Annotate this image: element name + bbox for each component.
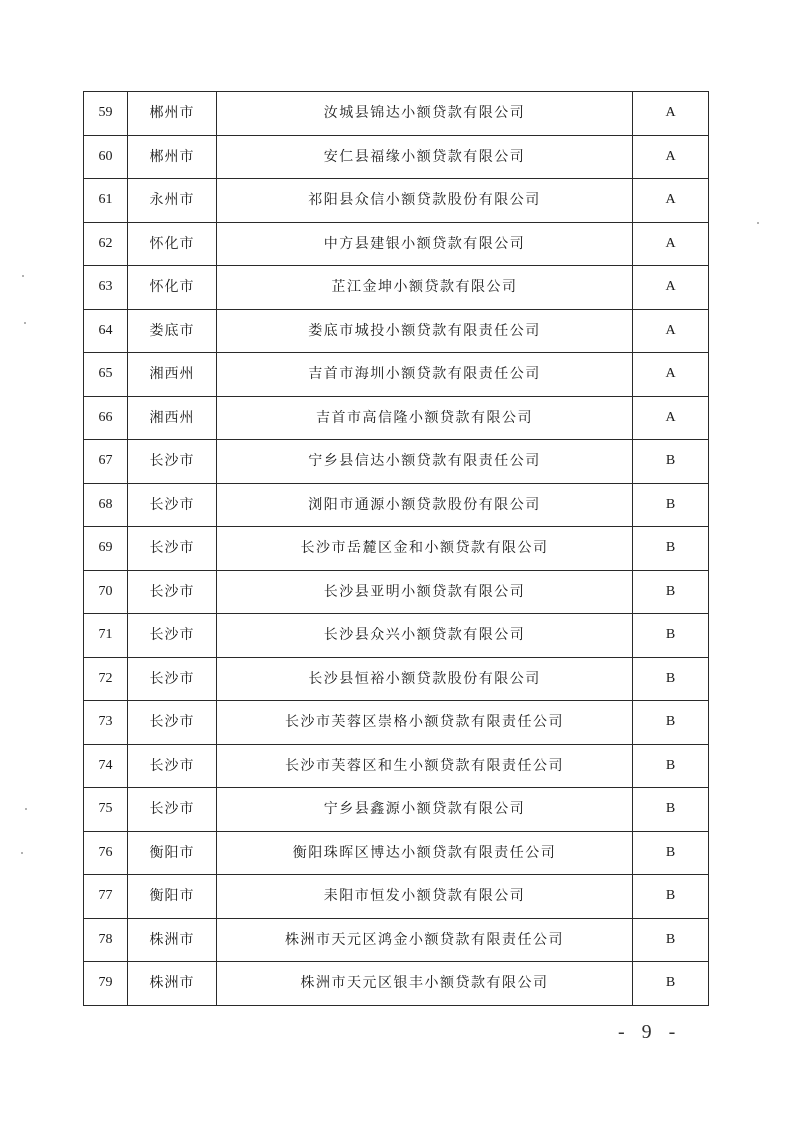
rating-cell: B	[633, 701, 709, 745]
city-cell: 长沙市	[128, 657, 217, 701]
company-name-cell: 吉首市高信隆小额贷款有限公司	[217, 396, 633, 440]
company-name-cell: 吉首市海圳小额贷款有限责任公司	[217, 353, 633, 397]
table-row	[84, 788, 709, 832]
company-name-cell: 祁阳县众信小额贷款股份有限公司	[217, 179, 633, 223]
page-number: - 9 -	[618, 1021, 682, 1043]
company-name-cell: 芷江金坤小额贷款有限公司	[217, 266, 633, 310]
row-number-cell: 64	[84, 309, 128, 353]
rating-cell: B	[633, 962, 709, 1006]
scan-speck	[24, 322, 26, 324]
row-number-cell: 78	[84, 918, 128, 962]
table-row	[84, 831, 709, 875]
rating-cell: B	[633, 570, 709, 614]
row-number-cell: 62	[84, 222, 128, 266]
row-number-cell: 59	[84, 92, 128, 136]
city-cell: 郴州市	[128, 135, 217, 179]
rating-cell: B	[633, 657, 709, 701]
company-name-cell: 株洲市天元区银丰小额贷款有限公司	[217, 962, 633, 1006]
row-number-cell: 79	[84, 962, 128, 1006]
table-row	[84, 962, 709, 1006]
row-number-cell: 60	[84, 135, 128, 179]
rating-cell: B	[633, 744, 709, 788]
city-cell: 株洲市	[128, 962, 217, 1006]
table-row	[84, 657, 709, 701]
table-row	[84, 875, 709, 919]
city-cell: 衡阳市	[128, 875, 217, 919]
table-row	[84, 179, 709, 223]
city-cell: 长沙市	[128, 788, 217, 832]
scan-speck	[22, 275, 24, 277]
table-row	[84, 483, 709, 527]
city-cell: 怀化市	[128, 266, 217, 310]
table-body	[84, 92, 709, 1006]
company-name-cell: 衡阳珠晖区博达小额贷款有限责任公司	[217, 831, 633, 875]
table-row	[84, 614, 709, 658]
city-cell: 永州市	[128, 179, 217, 223]
row-number-cell: 65	[84, 353, 128, 397]
table-row	[84, 309, 709, 353]
city-cell: 长沙市	[128, 483, 217, 527]
table-row	[84, 396, 709, 440]
scan-speck	[25, 808, 27, 810]
row-number-cell: 71	[84, 614, 128, 658]
company-rating-table	[83, 91, 709, 1006]
table-row	[84, 744, 709, 788]
table-row	[84, 266, 709, 310]
company-name-cell: 安仁县福缘小额贷款有限公司	[217, 135, 633, 179]
rating-cell: A	[633, 222, 709, 266]
company-name-cell: 长沙县恒裕小额贷款股份有限公司	[217, 657, 633, 701]
company-name-cell: 长沙市岳麓区金和小额贷款有限公司	[217, 527, 633, 571]
rating-cell: B	[633, 831, 709, 875]
city-cell: 长沙市	[128, 744, 217, 788]
table-row	[84, 918, 709, 962]
company-name-cell: 宁乡县信达小额贷款有限责任公司	[217, 440, 633, 484]
company-name-cell: 长沙县亚明小额贷款有限公司	[217, 570, 633, 614]
city-cell: 长沙市	[128, 527, 217, 571]
rating-cell: B	[633, 483, 709, 527]
row-number-cell: 61	[84, 179, 128, 223]
table-row	[84, 92, 709, 136]
rating-cell: B	[633, 788, 709, 832]
company-name-cell: 株洲市天元区鸿金小额贷款有限责任公司	[217, 918, 633, 962]
company-name-cell: 浏阳市通源小额贷款股份有限公司	[217, 483, 633, 527]
row-number-cell: 72	[84, 657, 128, 701]
row-number-cell: 67	[84, 440, 128, 484]
company-name-cell: 长沙县众兴小额贷款有限公司	[217, 614, 633, 658]
row-number-cell: 68	[84, 483, 128, 527]
rating-cell: A	[633, 266, 709, 310]
row-number-cell: 76	[84, 831, 128, 875]
city-cell: 娄底市	[128, 309, 217, 353]
city-cell: 湘西州	[128, 396, 217, 440]
rating-cell: B	[633, 527, 709, 571]
row-number-cell: 75	[84, 788, 128, 832]
table-row	[84, 440, 709, 484]
table-row	[84, 527, 709, 571]
rating-cell: B	[633, 918, 709, 962]
table-row	[84, 353, 709, 397]
scan-speck	[757, 222, 759, 224]
rating-cell: A	[633, 396, 709, 440]
row-number-cell: 63	[84, 266, 128, 310]
city-cell: 湘西州	[128, 353, 217, 397]
city-cell: 长沙市	[128, 701, 217, 745]
city-cell: 株洲市	[128, 918, 217, 962]
company-name-cell: 长沙市芙蓉区崇格小额贷款有限责任公司	[217, 701, 633, 745]
table-row	[84, 570, 709, 614]
scan-speck	[21, 852, 23, 854]
company-name-cell: 耒阳市恒发小额贷款有限公司	[217, 875, 633, 919]
rating-cell: B	[633, 614, 709, 658]
table-row	[84, 222, 709, 266]
row-number-cell: 77	[84, 875, 128, 919]
company-name-cell: 汝城县锦达小额贷款有限公司	[217, 92, 633, 136]
row-number-cell: 73	[84, 701, 128, 745]
city-cell: 郴州市	[128, 92, 217, 136]
rating-cell: A	[633, 135, 709, 179]
city-cell: 长沙市	[128, 440, 217, 484]
city-cell: 长沙市	[128, 614, 217, 658]
company-name-cell: 宁乡县鑫源小额贷款有限公司	[217, 788, 633, 832]
row-number-cell: 66	[84, 396, 128, 440]
table-row	[84, 701, 709, 745]
rating-cell: A	[633, 309, 709, 353]
city-cell: 衡阳市	[128, 831, 217, 875]
rating-cell: A	[633, 353, 709, 397]
rating-cell: B	[633, 440, 709, 484]
company-name-cell: 中方县建银小额贷款有限公司	[217, 222, 633, 266]
rating-cell: B	[633, 875, 709, 919]
row-number-cell: 69	[84, 527, 128, 571]
company-name-cell: 娄底市城投小额贷款有限责任公司	[217, 309, 633, 353]
city-cell: 长沙市	[128, 570, 217, 614]
rating-cell: A	[633, 92, 709, 136]
city-cell: 怀化市	[128, 222, 217, 266]
rating-cell: A	[633, 179, 709, 223]
table-row	[84, 135, 709, 179]
row-number-cell: 70	[84, 570, 128, 614]
row-number-cell: 74	[84, 744, 128, 788]
company-name-cell: 长沙市芙蓉区和生小额贷款有限责任公司	[217, 744, 633, 788]
